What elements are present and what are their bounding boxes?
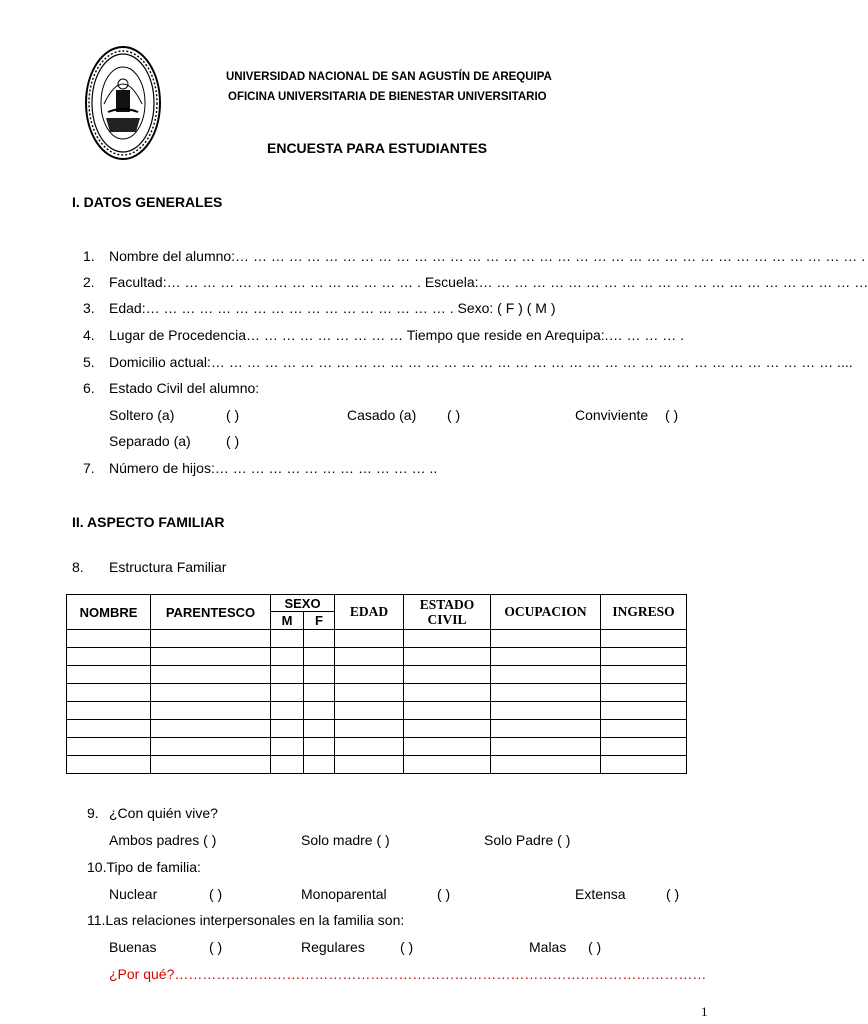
page-number: 1 bbox=[701, 1004, 708, 1019]
table-row bbox=[67, 684, 687, 702]
table-cell[interactable] bbox=[304, 666, 335, 684]
option-conviviente: Conviviente bbox=[575, 407, 649, 423]
item-7-number: 7. bbox=[83, 460, 95, 476]
checkbox-separado[interactable]: ( ) bbox=[226, 433, 240, 449]
table-cell[interactable] bbox=[67, 666, 151, 684]
item-2-text: Facultad:… … … … … … … … … … … … … … . Escuela:… … … … … … … … … … … … … … … … … … … … … … bbox=[109, 274, 868, 290]
table-cell[interactable] bbox=[404, 630, 491, 648]
option-soltero: Soltero (a) bbox=[109, 407, 175, 423]
document-title: ENCUESTA PARA ESTUDIANTES bbox=[267, 140, 488, 156]
table-cell[interactable] bbox=[67, 756, 151, 774]
table-cell[interactable] bbox=[335, 756, 404, 774]
section-1-heading: I. DATOS GENERALES bbox=[72, 194, 223, 210]
table-cell[interactable] bbox=[271, 666, 304, 684]
table-cell[interactable] bbox=[304, 630, 335, 648]
table-row bbox=[67, 756, 687, 774]
table-cell[interactable] bbox=[601, 648, 687, 666]
table-cell[interactable] bbox=[491, 738, 601, 756]
option-casado: Casado (a) bbox=[347, 407, 417, 423]
checkbox-malas[interactable]: ( ) bbox=[588, 939, 602, 955]
table-cell[interactable] bbox=[335, 720, 404, 738]
item-10-text: 10.Tipo de familia: bbox=[87, 859, 201, 875]
item-5-text: Domicilio actual:… … … … … … … … … … … … … … … … … … … … … … … … … … … … … … … … … … … .... bbox=[109, 354, 853, 370]
item-1-number: 1. bbox=[83, 248, 95, 264]
table-cell[interactable] bbox=[304, 684, 335, 702]
office-name: OFICINA UNIVERSITARIA DE BIENESTAR UNIVERSITARIO bbox=[228, 91, 547, 103]
table-cell[interactable] bbox=[271, 684, 304, 702]
table-cell[interactable] bbox=[151, 756, 271, 774]
table-cell[interactable] bbox=[271, 738, 304, 756]
item-3-number: 3. bbox=[83, 300, 95, 316]
table-cell[interactable] bbox=[404, 738, 491, 756]
item-9-number: 9. bbox=[87, 805, 99, 821]
item-8-text: Estructura Familiar bbox=[109, 559, 227, 575]
table-cell[interactable] bbox=[304, 648, 335, 666]
table-cell[interactable] bbox=[335, 702, 404, 720]
table-cell[interactable] bbox=[491, 648, 601, 666]
option-regulares: Regulares bbox=[301, 939, 365, 955]
item-1-text: Nombre del alumno:… … … … … … … … … … … … … … … … … … … … … … … … … … … … … … … … … … … . bbox=[109, 248, 866, 264]
table-cell[interactable] bbox=[404, 702, 491, 720]
table-cell[interactable] bbox=[601, 702, 687, 720]
table-cell[interactable] bbox=[304, 702, 335, 720]
item-11-text: 11.Las relaciones interpersonales en la familia son: bbox=[87, 912, 405, 928]
checkbox-soltero[interactable]: ( ) bbox=[226, 407, 240, 423]
table-row bbox=[67, 702, 687, 720]
table-cell[interactable] bbox=[271, 630, 304, 648]
option-monoparental: Monoparental bbox=[301, 886, 387, 902]
header-estado-label: ESTADO bbox=[419, 597, 475, 612]
table-cell[interactable] bbox=[151, 720, 271, 738]
table-cell[interactable] bbox=[271, 702, 304, 720]
checkbox-nuclear[interactable]: ( ) bbox=[209, 886, 223, 902]
table-cell[interactable] bbox=[335, 738, 404, 756]
option-solo-madre[interactable]: Solo madre ( ) bbox=[301, 832, 390, 848]
table-cell[interactable] bbox=[304, 738, 335, 756]
header-estado-civil bbox=[404, 595, 491, 630]
item-5-number: 5. bbox=[83, 354, 95, 370]
option-malas: Malas bbox=[529, 939, 567, 955]
table-cell[interactable] bbox=[151, 666, 271, 684]
table-header-row bbox=[67, 595, 687, 612]
item-2-number: 2. bbox=[83, 274, 95, 290]
university-seal-logo bbox=[84, 44, 162, 162]
table-cell[interactable] bbox=[271, 648, 304, 666]
university-name: UNIVERSIDAD NACIONAL DE SAN AGUSTÍN DE AREQUIPA bbox=[226, 71, 552, 83]
item-3-text: Edad:… … … … … … … … … … … … … … … … … . Sexo: ( F ) ( M ) bbox=[109, 300, 556, 316]
table-cell[interactable] bbox=[491, 756, 601, 774]
table-row bbox=[67, 648, 687, 666]
header-parentesco: PARENTESCO bbox=[151, 595, 271, 630]
header-nombre: NOMBRE bbox=[67, 595, 151, 630]
checkbox-buenas[interactable]: ( ) bbox=[209, 939, 223, 955]
table-cell[interactable] bbox=[404, 720, 491, 738]
table-cell[interactable] bbox=[601, 738, 687, 756]
table-cell[interactable] bbox=[271, 756, 304, 774]
checkbox-regulares[interactable]: ( ) bbox=[400, 939, 414, 955]
table-cell[interactable] bbox=[601, 720, 687, 738]
item-6-number: 6. bbox=[83, 380, 95, 396]
header-sexo-f: F bbox=[304, 612, 335, 630]
checkbox-casado[interactable]: ( ) bbox=[447, 407, 461, 423]
header-edad: EDAD bbox=[335, 595, 404, 630]
header-civil-label: CIVIL bbox=[427, 612, 467, 627]
table-cell[interactable] bbox=[271, 720, 304, 738]
section-2-heading: II. ASPECTO FAMILIAR bbox=[72, 514, 225, 530]
table-cell[interactable] bbox=[404, 756, 491, 774]
table-cell[interactable] bbox=[601, 756, 687, 774]
item-9-text: ¿Con quién vive? bbox=[109, 805, 218, 821]
table-cell[interactable] bbox=[404, 648, 491, 666]
checkbox-extensa[interactable]: ( ) bbox=[666, 886, 680, 902]
option-buenas: Buenas bbox=[109, 939, 157, 955]
table-cell[interactable] bbox=[304, 720, 335, 738]
table-cell[interactable] bbox=[67, 720, 151, 738]
table-cell[interactable] bbox=[404, 684, 491, 702]
table-cell[interactable] bbox=[335, 648, 404, 666]
table-cell[interactable] bbox=[67, 738, 151, 756]
header-ingreso: INGRESO bbox=[601, 595, 687, 630]
table-cell[interactable] bbox=[491, 702, 601, 720]
table-cell[interactable] bbox=[601, 684, 687, 702]
table-cell[interactable] bbox=[151, 684, 271, 702]
table-cell[interactable] bbox=[491, 630, 601, 648]
table-cell[interactable] bbox=[404, 666, 491, 684]
table-cell[interactable] bbox=[491, 684, 601, 702]
table-row bbox=[67, 666, 687, 684]
table-cell[interactable] bbox=[601, 630, 687, 648]
header-ocupacion: OCUPACION bbox=[491, 595, 601, 630]
item-7-text: Número de hijos:… … … … … … … … … … … … .. bbox=[109, 460, 438, 476]
header-sexo-m: M bbox=[271, 612, 304, 630]
option-nuclear: Nuclear bbox=[109, 886, 158, 902]
header-sexo: SEXO bbox=[271, 595, 335, 612]
table-row bbox=[67, 720, 687, 738]
table-cell[interactable] bbox=[151, 702, 271, 720]
table-cell[interactable] bbox=[151, 630, 271, 648]
item-4-number: 4. bbox=[83, 327, 95, 343]
table-cell[interactable] bbox=[67, 630, 151, 648]
table-cell[interactable] bbox=[151, 738, 271, 756]
family-structure-table bbox=[66, 594, 687, 774]
table-cell[interactable] bbox=[67, 684, 151, 702]
option-extensa: Extensa bbox=[575, 886, 626, 902]
table-row bbox=[67, 738, 687, 756]
table-cell[interactable] bbox=[335, 666, 404, 684]
item-8-number: 8. bbox=[72, 559, 84, 575]
table-cell[interactable] bbox=[67, 702, 151, 720]
table-cell[interactable] bbox=[335, 630, 404, 648]
table-row bbox=[67, 630, 687, 648]
table-cell[interactable] bbox=[151, 648, 271, 666]
checkbox-conviviente[interactable]: ( ) bbox=[665, 407, 679, 423]
table-cell[interactable] bbox=[67, 648, 151, 666]
table-cell[interactable] bbox=[304, 756, 335, 774]
option-ambos-padres[interactable]: Ambos padres ( ) bbox=[109, 832, 217, 848]
table-cell[interactable] bbox=[335, 684, 404, 702]
item-4-text: Lugar de Procedencia… … … … … … … … … Tiempo que reside en Arequipa:.… … … … . bbox=[109, 327, 685, 343]
por-que-field[interactable]: ¿Por qué?…………………………………………………………………………………………………… bbox=[109, 966, 707, 982]
option-separado: Separado (a) bbox=[109, 433, 191, 449]
table-cell[interactable] bbox=[491, 720, 601, 738]
table-cell[interactable] bbox=[491, 666, 601, 684]
table-cell[interactable] bbox=[601, 666, 687, 684]
item-6-text: Estado Civil del alumno: bbox=[109, 380, 260, 396]
option-solo-padre[interactable]: Solo Padre ( ) bbox=[484, 832, 571, 848]
checkbox-monoparental[interactable]: ( ) bbox=[437, 886, 451, 902]
